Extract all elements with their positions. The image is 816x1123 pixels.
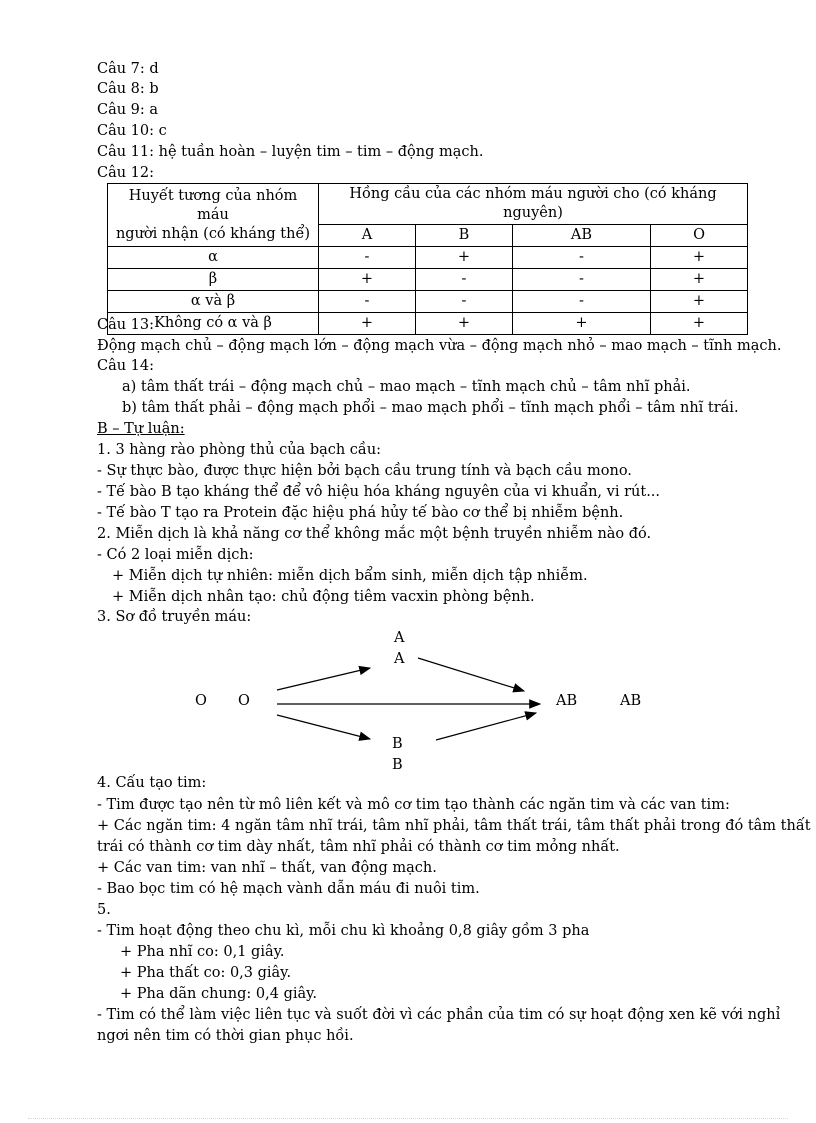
node-bottom-label-1: B bbox=[392, 736, 403, 752]
essay-p5-e2: ngơi nên tim có thời gian phục hồi. bbox=[97, 1028, 354, 1044]
row-label: α và β bbox=[108, 291, 319, 313]
answer-q12: Câu 12: bbox=[97, 165, 155, 181]
table-header-row bbox=[108, 184, 748, 225]
column-b: B bbox=[415, 225, 512, 247]
node-left-label-2: O bbox=[238, 693, 250, 709]
answer-q7: Câu 7: d bbox=[97, 61, 159, 77]
row-label: β bbox=[108, 269, 319, 291]
table-cell: - bbox=[512, 269, 650, 291]
essay-p5-d: + Pha dãn chung: 0,4 giây. bbox=[120, 986, 318, 1002]
q14-answer-b: b) tâm thất phải – động mạch phổi – mao mạch phổi – tĩnh mạch phổi – tâm nhĩ trái. bbox=[122, 400, 739, 416]
blood-compatibility-table bbox=[107, 183, 748, 335]
table-header-donor: Hồng cầu của các nhóm máu người cho (có kháng nguyên) bbox=[319, 184, 748, 225]
essay-p4-b2: trái có thành cơ tim dày nhất, tâm nhĩ phải có thành cơ tim mỏng nhất. bbox=[97, 839, 620, 855]
table-cell: + bbox=[319, 269, 416, 291]
essay-p2-a: - Có 2 loại miễn dịch: bbox=[97, 547, 254, 563]
essay-p5-title: 5. bbox=[97, 902, 111, 918]
arrow-a-to-ab bbox=[418, 658, 524, 691]
node-top-label-2: A bbox=[394, 651, 405, 667]
essay-p2-title: 2. Miễn dịch là khả năng cơ thể không mắc một bệnh truyền nhiễm nào đó. bbox=[97, 526, 652, 542]
table-header-recipient bbox=[108, 184, 319, 247]
table-row bbox=[108, 313, 748, 335]
q14-answer-a: a) tâm thất trái – động mạch chủ – mao mạch – tĩnh mạch chủ – tâm nhĩ phải. bbox=[122, 379, 691, 395]
essay-p2-b: + Miễn dịch tự nhiên: miễn dịch bẩm sinh, miễn dịch tập nhiễm. bbox=[112, 568, 588, 584]
essay-p3-title: 3. Sơ đồ truyền máu: bbox=[97, 609, 252, 625]
arrow-o-to-a bbox=[277, 668, 370, 690]
arrow-o-to-b bbox=[277, 715, 370, 739]
column-a: A bbox=[319, 225, 416, 247]
q14-title: Câu 14: bbox=[97, 358, 155, 374]
blood-transfusion-diagram bbox=[0, 620, 816, 780]
table-cell: + bbox=[651, 313, 748, 335]
table-cell: + bbox=[319, 313, 416, 335]
header-recipient-line1: Huyết tương của nhóm máu bbox=[128, 187, 298, 223]
essay-p5-b: + Pha nhĩ co: 0,1 giây. bbox=[120, 944, 285, 960]
essay-p1-a: - Sự thực bào, được thực hiện bởi bạch cầu trung tính và bạch cầu mono. bbox=[97, 463, 632, 479]
essay-p4-d: - Bao bọc tim có hệ mạch vành dẫn máu đi nuôi tim. bbox=[97, 881, 480, 897]
table-cell: - bbox=[415, 291, 512, 313]
table-cell: - bbox=[415, 269, 512, 291]
answer-q8: Câu 8: b bbox=[97, 81, 159, 97]
essay-p5-c: + Pha thất co: 0,3 giây. bbox=[120, 965, 292, 981]
table-cell: + bbox=[415, 247, 512, 269]
table-cell: + bbox=[512, 313, 650, 335]
essay-heading: B – Tự luận: bbox=[97, 421, 185, 437]
essay-p2-c: + Miễn dịch nhân tạo: chủ động tiêm vacxin phòng bệnh. bbox=[112, 589, 535, 605]
page-bottom-divider bbox=[28, 1118, 788, 1119]
column-ab: AB bbox=[512, 225, 650, 247]
essay-p4-b1: + Các ngăn tim: 4 ngăn tâm nhĩ trái, tâm nhĩ phải, tâm thất trái, tâm thất phải trong đó tâm thất bbox=[97, 818, 811, 834]
column-o: O bbox=[651, 225, 748, 247]
essay-p4-title: 4. Cấu tạo tim: bbox=[97, 775, 207, 791]
table-row bbox=[108, 269, 748, 291]
table-cell: - bbox=[319, 247, 416, 269]
row-label: Không có α và β bbox=[108, 313, 319, 335]
table-cell: + bbox=[651, 291, 748, 313]
answer-q10: Câu 10: c bbox=[97, 123, 167, 139]
table-cell: - bbox=[512, 247, 650, 269]
essay-p1-title: 1. 3 hàng rào phòng thủ của bạch cầu: bbox=[97, 442, 382, 458]
table-row bbox=[108, 247, 748, 269]
q13-text: Động mạch chủ – động mạch lớn – động mạch vừa – động mạch nhỏ – mao mạch – tĩnh mạch. bbox=[97, 338, 782, 354]
essay-p5-e1: - Tim có thể làm việc liên tục và suốt đời vì các phần của tim có sự hoạt động xen kẽ với nghỉ bbox=[97, 1007, 781, 1023]
table-cell: + bbox=[651, 247, 748, 269]
essay-p4-c: + Các van tim: van nhĩ – thất, van động mạch. bbox=[97, 860, 437, 876]
q13-title: Câu 13: bbox=[97, 317, 155, 333]
answer-q11: Câu 11: hệ tuần hoàn – luyện tim – tim – động mạch. bbox=[97, 144, 484, 160]
answer-q9: Câu 9: a bbox=[97, 102, 159, 118]
table-cell: + bbox=[651, 269, 748, 291]
essay-p4-a: - Tim được tạo nên từ mô liên kết và mô cơ tim tạo thành các ngăn tim và các van tim: bbox=[97, 797, 730, 813]
essay-p1-c: - Tế bào T tạo ra Protein đặc hiệu phá hủy tế bào cơ thể bị nhiễm bệnh. bbox=[97, 505, 624, 521]
node-left-label-1: O bbox=[195, 693, 207, 709]
header-recipient-line2: người nhận (có kháng thể) bbox=[115, 225, 311, 242]
table-cell: - bbox=[512, 291, 650, 313]
node-top-label-1: A bbox=[394, 630, 405, 646]
node-right-label-1: AB bbox=[556, 693, 578, 709]
node-bottom-label-2: B bbox=[392, 757, 403, 773]
arrow-b-to-ab bbox=[436, 713, 536, 740]
essay-p5-a: - Tim hoạt động theo chu kì, mỗi chu kì khoảng 0,8 giây gồm 3 pha bbox=[97, 923, 590, 939]
table-row bbox=[108, 291, 748, 313]
table-cell: + bbox=[415, 313, 512, 335]
row-label: α bbox=[108, 247, 319, 269]
table-cell: - bbox=[319, 291, 416, 313]
node-right-label-2: AB bbox=[620, 693, 642, 709]
essay-p1-b: - Tế bào B tạo kháng thể để vô hiệu hóa kháng nguyên của vi khuẩn, vi rút... bbox=[97, 484, 661, 500]
